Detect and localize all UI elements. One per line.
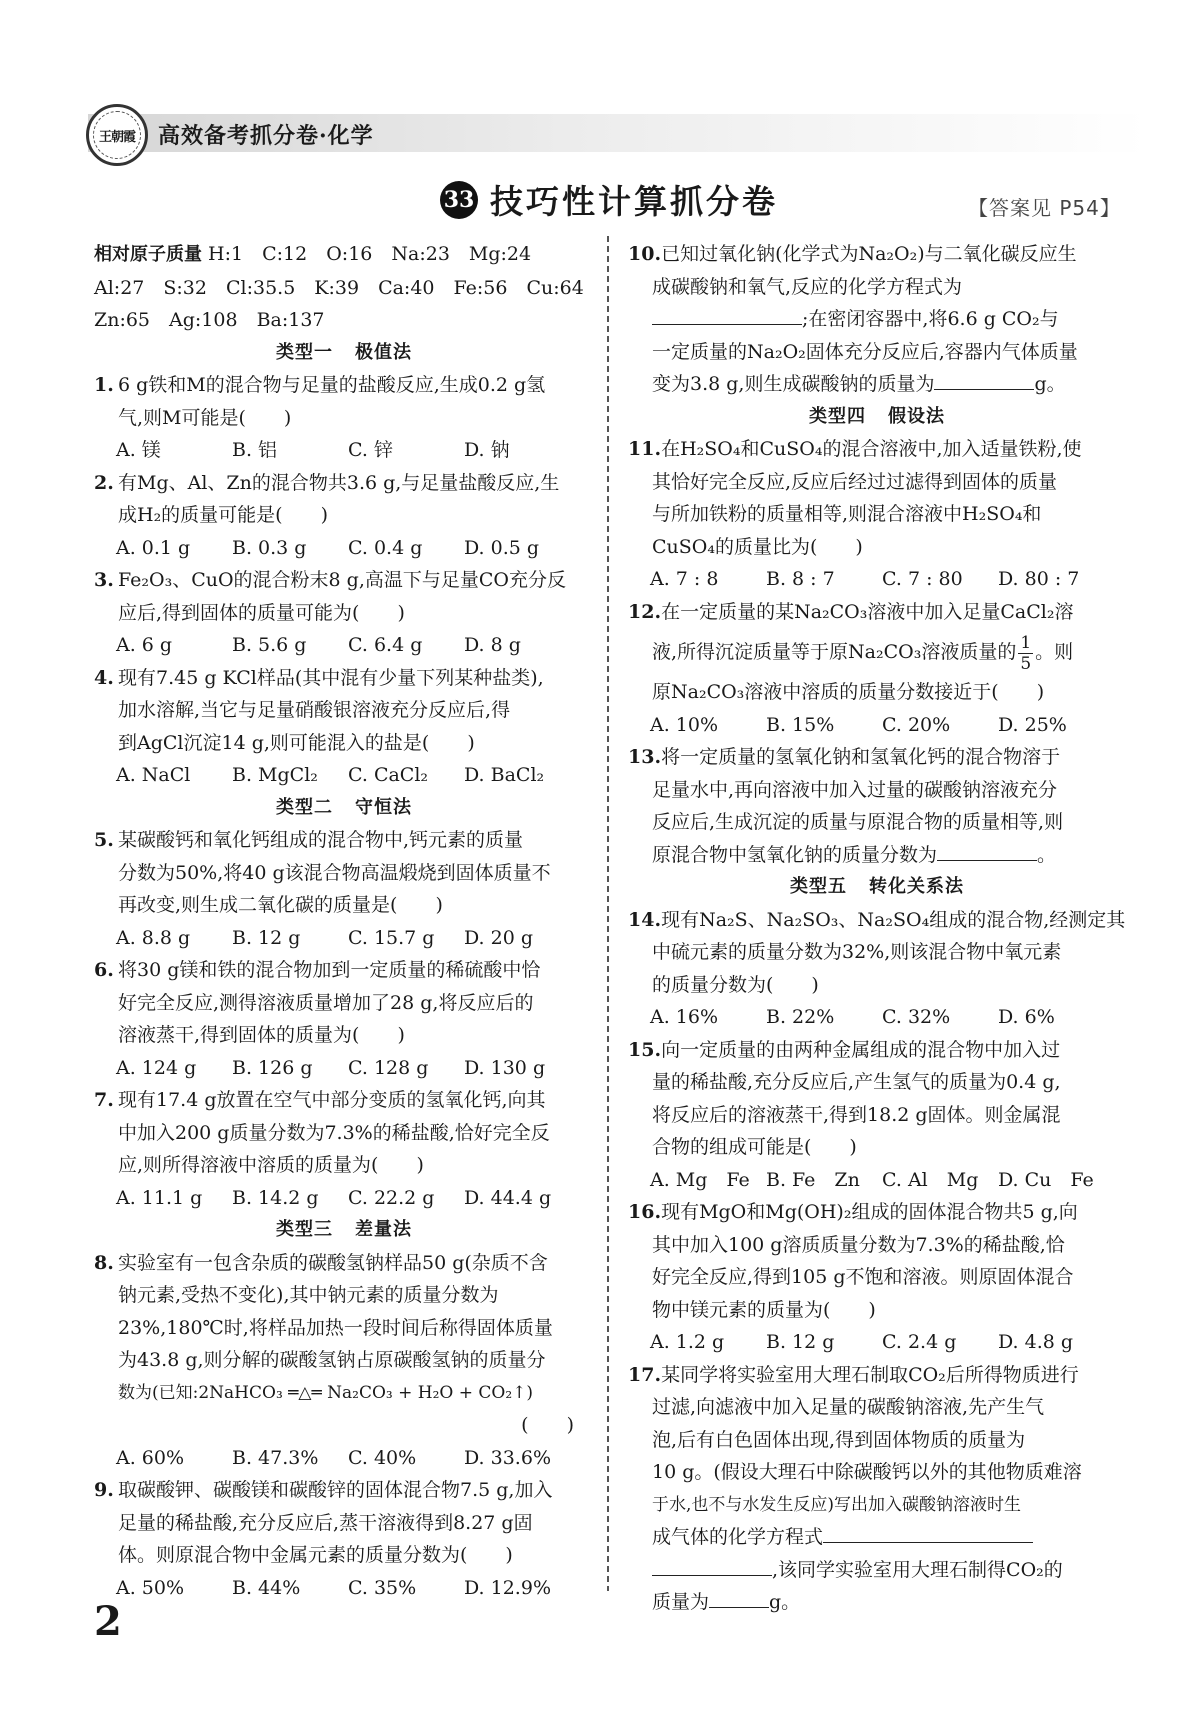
- answer-blank[interactable]: [652, 1554, 772, 1576]
- title-text: 技巧性计算抓分卷: [490, 182, 778, 221]
- option: C. 7 : 80: [882, 568, 963, 590]
- option: B. 8 : 7: [766, 568, 835, 590]
- option: D. 80 : 7: [998, 568, 1080, 590]
- option: C. 6.4 g: [348, 634, 423, 656]
- answer-options: [94, 1052, 594, 1085]
- question-number: 11.: [628, 438, 662, 460]
- option: D. 6%: [998, 1006, 1055, 1028]
- question-line: 的质量分数为( ): [652, 973, 819, 996]
- answer-options: [94, 1182, 594, 1215]
- question-line: 16.现有MgO和Mg(OH)₂组成的固体混合物共5 g,向: [628, 1196, 1126, 1229]
- option: A. 60%: [116, 1446, 185, 1469]
- section-heading: 类型四 假设法: [809, 405, 945, 427]
- option: D. BaCl₂: [464, 764, 545, 786]
- question-line: 原混合物中氢氧化钠的质量分数为 。: [628, 839, 1126, 872]
- option: B. MgCl₂: [232, 764, 318, 786]
- answer-blank[interactable]: [652, 303, 802, 325]
- section-heading: 类型二 守恒法: [276, 796, 412, 818]
- option: A. 7 : 8: [650, 568, 719, 590]
- question-number: 6.: [94, 959, 114, 981]
- option: D. 20 g: [464, 926, 534, 949]
- option: D. 33.6%: [464, 1446, 551, 1469]
- question-line: 泡,后有白色固体出现,得到固体物质的质量为: [652, 1428, 1026, 1451]
- question-line: 到AgCl沉淀14 g,则可能混入的盐是( ): [118, 731, 475, 754]
- question-line: 3. Fe₂O₃、CuO的混合粉末8 g,高温下与足量CO充分反: [94, 564, 594, 597]
- option: C. 128 g: [348, 1056, 429, 1079]
- question-number: 2.: [94, 471, 114, 494]
- question-line: 成气体的化学方程式: [628, 1521, 1126, 1554]
- question-line: 13.将一定质量的氢氧化钠和氢氧化钙的混合物溶于: [628, 741, 1126, 774]
- question-line: 反应后,生成沉淀的质量与原混合物的质量相等,则: [652, 811, 1064, 833]
- option: D. 130 g: [464, 1056, 546, 1079]
- option: C. 20%: [882, 713, 951, 736]
- answer-blank[interactable]: [709, 1586, 769, 1608]
- option: A. 6 g: [116, 634, 173, 656]
- atomic-mass-label: 相对原子质量: [94, 244, 202, 265]
- option: A. 16%: [650, 1006, 719, 1028]
- question-line: 与所加铁粉的质量相等,则混合溶液中H₂SO₄和: [652, 503, 1042, 525]
- left-column: [94, 238, 594, 1604]
- option: C. 22.2 g: [348, 1186, 435, 1209]
- question-line: 应后,得到固体的质量可能为( ): [118, 601, 405, 624]
- question-line: 9. 取碳酸钾、碳酸镁和碳酸锌的固体混合物7.5 g,加入: [94, 1474, 594, 1507]
- section-heading: 类型一 极值法: [276, 341, 412, 363]
- question-line: 体。则原混合物中金属元素的质量分数为( ): [118, 1544, 513, 1566]
- answer-options: [94, 759, 594, 792]
- question-line: 5. 某碳酸钙和氧化钙组成的混合物中,钙元素的质量: [94, 824, 594, 857]
- question-number: 1.: [94, 374, 114, 396]
- question-line: 10 g。(假设大理石中除碳酸钙以外的其他物质难溶: [652, 1461, 1082, 1483]
- question-line: 再改变,则生成二氧化碳的质量是( ): [118, 894, 443, 916]
- option: D. 25%: [998, 713, 1067, 736]
- atomic-mass-line: Zn:65 Ag:108 Ba:137: [94, 309, 325, 331]
- option: C. 35%: [348, 1576, 417, 1599]
- question-line: 气,则M可能是( ): [118, 406, 292, 429]
- option: A. 10%: [650, 713, 719, 736]
- question-line: 23%,180℃时,将样品加热一段时间后称得固体质量: [118, 1316, 553, 1339]
- question-number: 8.: [94, 1251, 114, 1274]
- question-line: 将反应后的溶液蒸干,得到18.2 g固体。则金属混: [652, 1103, 1061, 1126]
- section-heading: 类型三 差量法: [276, 1219, 412, 1240]
- option: C. 锌: [348, 439, 393, 461]
- question-line: 14.现有Na₂S、Na₂SO₃、Na₂SO₄组成的混合物,经测定其: [628, 904, 1126, 937]
- page-title: [440, 176, 778, 223]
- question-number: 17.: [628, 1363, 662, 1386]
- option: B. 0.3 g: [232, 536, 307, 559]
- fraction: $\frac{1}{5}$: [1020, 632, 1032, 674]
- question-number: 3.: [94, 569, 114, 591]
- option: A. Mg Fe: [650, 1168, 750, 1191]
- question-line: 4. 现有7.45 g KCl样品(其中混有少量下列某种盐类),: [94, 662, 594, 695]
- option: A. 1.2 g: [650, 1331, 725, 1353]
- option: B. 126 g: [232, 1056, 313, 1079]
- title-number-badge: 33: [440, 181, 478, 219]
- option: C. 0.4 g: [348, 536, 423, 559]
- option: B. 22%: [766, 1006, 835, 1028]
- question-line: 15.向一定质量的由两种金属组成的混合物中加入过: [628, 1034, 1126, 1067]
- question-line: 成碳酸钠和氧气,反应的化学方程式为: [652, 275, 963, 298]
- question-line: 加水溶解,当它与足量硝酸银溶液充分反应后,得: [118, 699, 511, 721]
- option: B. Fe Zn: [766, 1168, 860, 1191]
- option: D. 0.5 g: [464, 536, 540, 559]
- right-column: [628, 238, 1126, 1619]
- option: A. 0.1 g: [116, 536, 191, 559]
- answer-options: [628, 1326, 1126, 1359]
- option: D. 钠: [464, 439, 510, 461]
- option: B. 14.2 g: [232, 1186, 319, 1209]
- question-line: 为43.8 g,则分解的碳酸氢钠占原碳酸氢钠的质量分: [118, 1349, 546, 1371]
- option: B. 5.6 g: [232, 634, 307, 656]
- answer-paren: ( ): [521, 1414, 574, 1436]
- page-number: 2: [94, 1598, 122, 1645]
- answer-reference: 【答案见 P54】: [968, 196, 1121, 220]
- question-line: 于水,也不与水发生反应)写出加入碳酸钠溶液时生: [652, 1494, 1022, 1515]
- question-number: 4.: [94, 666, 114, 689]
- answer-options: [628, 1001, 1126, 1034]
- question-line: 变为3.8 g,则生成碳酸钠的质量为 g。: [628, 368, 1126, 401]
- question-line: 好完全反应,得到105 g不饱和溶液。则原固体混合: [652, 1266, 1074, 1288]
- question-line: 好完全反应,测得溶液质量增加了28 g,将反应后的: [118, 991, 534, 1014]
- question-line: 原Na₂CO₃溶液中溶质的质量分数接近于( ): [652, 681, 1045, 703]
- question-line: 其中加入100 g溶质质量分数为7.3%的稀盐酸,恰: [652, 1233, 1065, 1256]
- answer-options: [628, 1164, 1126, 1197]
- option: D. 4.8 g: [998, 1331, 1074, 1353]
- option: B. 15%: [766, 713, 835, 736]
- question-line: 合物的组成可能是( ): [652, 1136, 857, 1158]
- atomic-mass-line: [94, 238, 594, 272]
- question-line: 17.某同学将实验室用大理石制取CO₂后所得物质进行: [628, 1359, 1126, 1392]
- option: A. NaCl: [116, 764, 191, 786]
- question-line: 分数为50%,将40 g该混合物高温煅烧到固体质量不: [118, 861, 551, 884]
- option: B. 12 g: [232, 926, 301, 949]
- question-number: 7.: [94, 1089, 114, 1111]
- option: C. 40%: [348, 1446, 417, 1469]
- question-line: 足量水中,再向溶液中加入过量的碳酸钠溶液充分: [652, 778, 1058, 801]
- column-divider: [607, 236, 609, 1591]
- answer-options: [94, 629, 594, 662]
- question-line: 溶液蒸干,得到固体的质量为( ): [118, 1024, 405, 1046]
- option: D. 8 g: [464, 634, 521, 656]
- option: D. Cu Fe: [998, 1168, 1094, 1191]
- question-line: ,该同学实验室用大理石制得CO₂的: [628, 1554, 1126, 1587]
- question-line: 质量为 g。: [628, 1586, 1126, 1619]
- question-number: 15.: [628, 1038, 662, 1061]
- answer-blank[interactable]: [937, 839, 1037, 861]
- series-title: 高效备考抓分卷·化学: [158, 123, 374, 149]
- option: C. 15.7 g: [348, 926, 435, 949]
- answer-options: [94, 1442, 594, 1475]
- question-line: 钠元素,受热不变化),其中钠元素的质量分数为: [118, 1284, 499, 1306]
- question-line: 中加入200 g质量分数为7.3%的稀盐酸,恰好完全反: [118, 1121, 550, 1144]
- question-line: 12.在一定质量的某Na₂CO₃溶液中加入足量CaCl₂溶: [628, 596, 1126, 629]
- question-line: 6. 将30 g镁和铁的混合物加到一定质量的稀硫酸中恰: [94, 954, 594, 987]
- question-line: 足量的稀盐酸,充分反应后,蒸干溶液得到8.27 g固: [118, 1511, 533, 1534]
- question-line: 应,则所得溶液中溶质的质量为( ): [118, 1154, 424, 1176]
- answer-blank[interactable]: [823, 1521, 1033, 1543]
- question-line: CuSO₄的质量比为( ): [652, 535, 863, 558]
- option: C. CaCl₂: [348, 764, 429, 786]
- question-line: 10.已知过氧化钠(化学式为Na₂O₂)与二氧化碳反应生: [628, 238, 1126, 271]
- option: D. 12.9%: [464, 1576, 551, 1599]
- option: B. 47.3%: [232, 1446, 319, 1469]
- question-line: 过滤,向滤液中加入足量的碳酸钠溶液,先产生气: [652, 1396, 1045, 1418]
- answer-blank[interactable]: [934, 368, 1034, 390]
- question-number: 13.: [628, 746, 662, 768]
- question-line: 中硫元素的质量分数为32%,则该混合物中氧元素: [652, 941, 1062, 963]
- question-number: 5.: [94, 829, 114, 851]
- section-heading: 类型五 转化关系法: [790, 876, 964, 897]
- option: C. 32%: [882, 1006, 951, 1028]
- question-line: 量的稀盐酸,充分反应后,产生氢气的质量为0.4 g,: [652, 1071, 1061, 1093]
- option: C. Al Mg: [882, 1168, 979, 1191]
- question-line: 数为(已知:2NaHCO₃ ═△═ Na₂CO₃ + H₂O + CO₂↑): [118, 1382, 534, 1403]
- question-line: ;在密闭容器中,将6.6 g CO₂与: [628, 303, 1126, 336]
- atomic-mass-line: Al:27 S:32 Cl:35.5 K:39 Ca:40 Fe:56 Cu:64: [94, 276, 584, 299]
- option: A. 50%: [116, 1576, 185, 1599]
- question-line: 2. 有Mg、Al、Zn的混合物共3.6 g,与足量盐酸反应,生: [94, 467, 594, 500]
- option: C. 2.4 g: [882, 1331, 957, 1353]
- question-line: 11.在H₂SO₄和CuSO₄的混合溶液中,加入适量铁粉,使: [628, 433, 1126, 466]
- option: D. 44.4 g: [464, 1186, 552, 1209]
- option: A. 11.1 g: [116, 1186, 203, 1209]
- question-number: 9.: [94, 1479, 114, 1501]
- seal-logo-text: 王朝霞: [93, 111, 141, 159]
- question-line: 其恰好完全反应,反应后经过过滤得到固体的质量: [652, 470, 1058, 493]
- answer-options: [94, 1572, 594, 1605]
- atomic-mass-values: H:1 C:12 O:16 Na:23 Mg:24: [208, 243, 532, 265]
- question-line: 物中镁元素的质量为( ): [652, 1298, 876, 1321]
- question-line: 7. 现有17.4 g放置在空气中部分变质的氢氧化钙,向其: [94, 1084, 594, 1117]
- question-number: 16.: [628, 1201, 662, 1223]
- answer-options: [628, 563, 1126, 596]
- question-line: 液,所得沉淀质量等于原Na₂CO₃溶液质量的 $\frac{1}{5}$ 。则: [652, 632, 1074, 674]
- question-line: 一定质量的Na₂O₂固体充分反应后,容器内气体质量: [652, 340, 1078, 363]
- question-number: 14.: [628, 908, 662, 931]
- question-line: 1. 6 g铁和M的混合物与足量的盐酸反应,生成0.2 g氢: [94, 369, 594, 402]
- option: B. 铝: [232, 439, 278, 461]
- question-line: 成H₂的质量可能是( ): [118, 504, 329, 526]
- answer-options: [94, 922, 594, 955]
- seal-logo: [86, 104, 148, 166]
- option: A. 124 g: [116, 1056, 197, 1079]
- question-line: 8. 实验室有一包含杂质的碳酸氢钠样品50 g(杂质不含: [94, 1247, 594, 1280]
- option: A. 镁: [116, 439, 161, 461]
- question-number: 12.: [628, 600, 662, 623]
- answer-options: [94, 532, 594, 565]
- question-number: 10.: [628, 243, 662, 265]
- option: A. 8.8 g: [116, 926, 191, 949]
- option: B. 12 g: [766, 1331, 835, 1353]
- answer-options: [94, 434, 594, 467]
- option: B. 44%: [232, 1576, 301, 1599]
- answer-options: [628, 709, 1126, 742]
